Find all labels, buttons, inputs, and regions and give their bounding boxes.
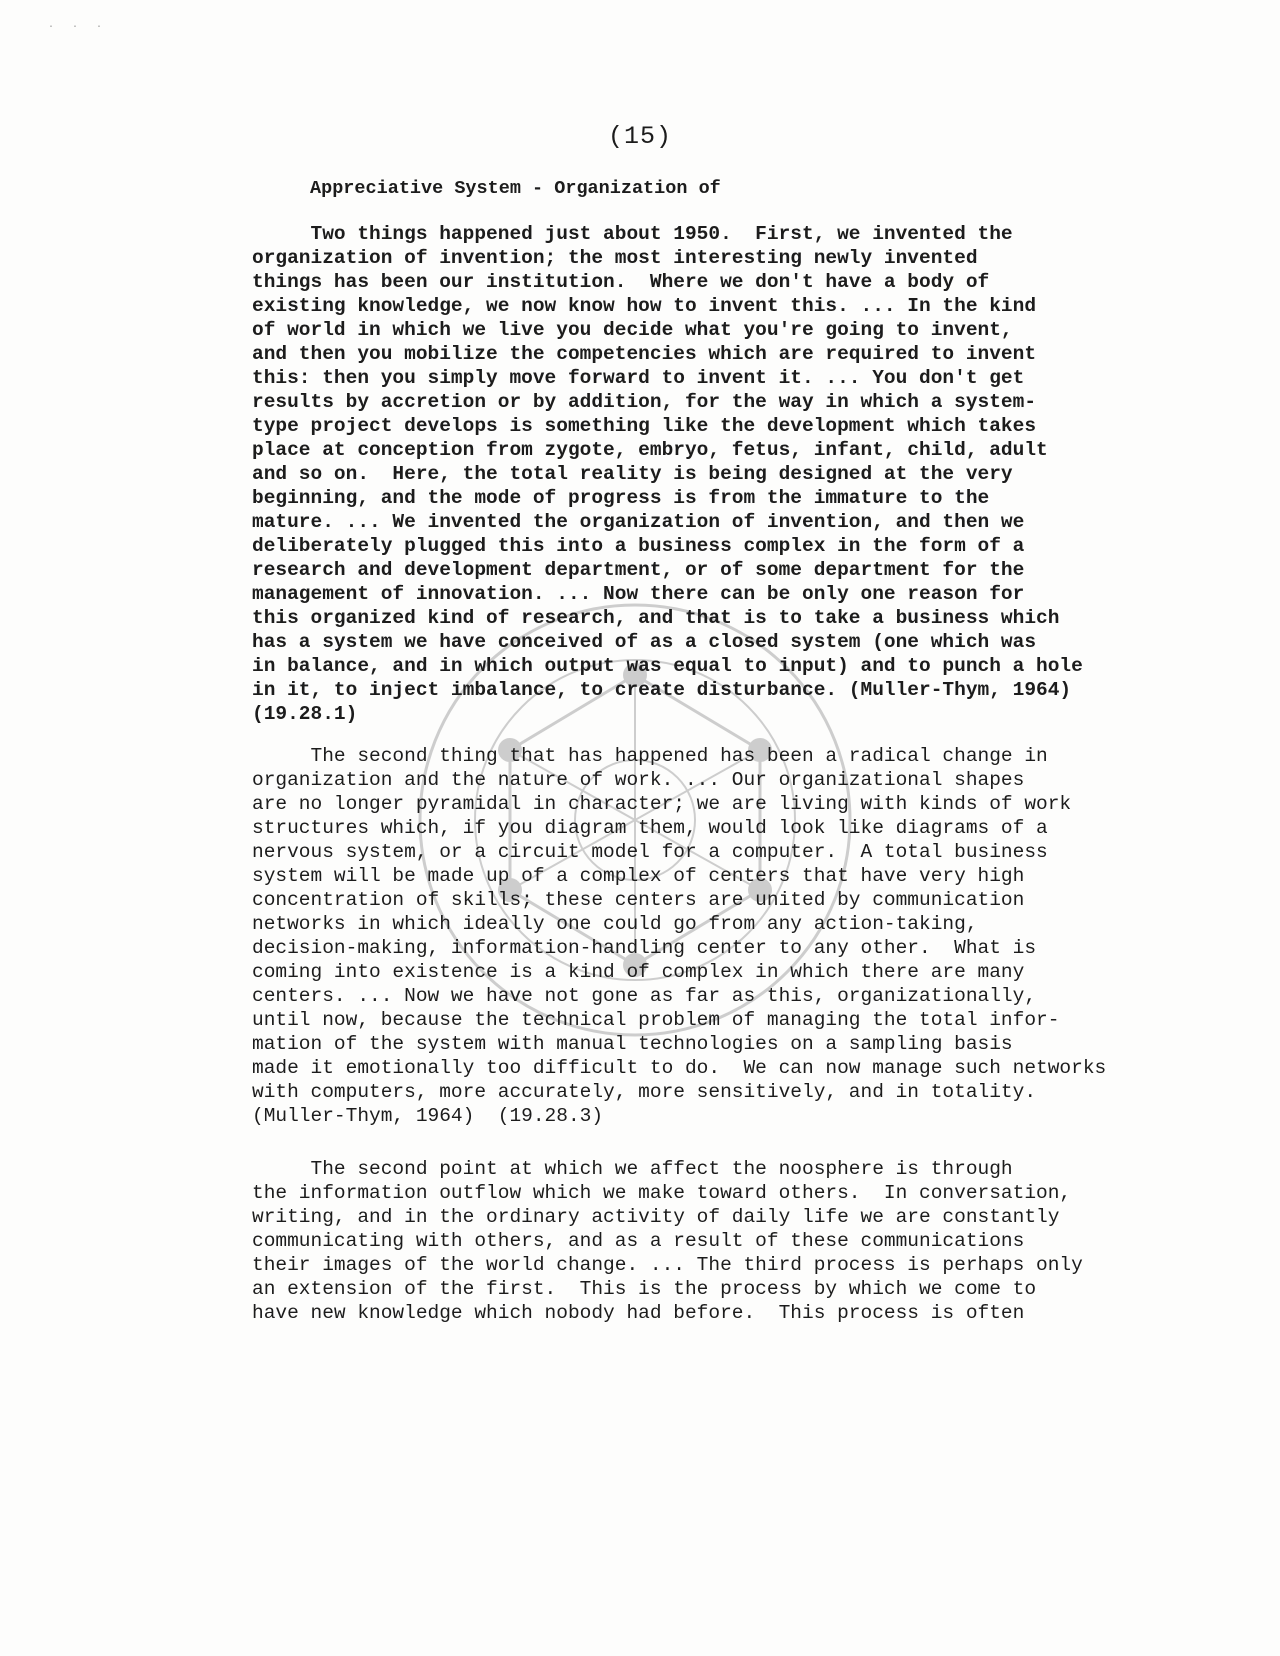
text-line: research and development department, or of some department for the — [252, 559, 1025, 581]
text-line: management of innovation. ... Now there can be only one reason for — [252, 583, 1025, 605]
text-line: mature. ... We invented the organization of invention, and then we — [252, 511, 1025, 533]
text-line: have new knowledge which nobody had before. This process is often — [252, 1302, 1025, 1324]
text-line: results by accretion or by addition, for the way in which a system- — [252, 391, 1037, 413]
text-line: and so on. Here, the total reality is being designed at the very — [252, 463, 1013, 485]
paragraph-2 — [252, 744, 1106, 1128]
text-line: in it, to inject imbalance, to create disturbance. (Muller-Thym, 1964) — [252, 679, 1072, 701]
text-line: communicating with others, and as a result of these communications — [252, 1230, 1025, 1252]
text-line: beginning, and the mode of progress is from the immature to the — [252, 487, 990, 509]
text-line: (Muller-Thym, 1964) (19.28.3) — [252, 1105, 604, 1127]
text-line: until now, because the technical problem of managing the total infor- — [252, 1009, 1060, 1031]
text-line: the information outflow which we make toward others. In conversation, — [252, 1182, 1072, 1204]
text-line: organization and the nature of work. ... Our organizational shapes — [252, 769, 1025, 791]
text-line: (19.28.1) — [252, 703, 358, 725]
text-line: concentration of skills; these centers are united by communication — [252, 889, 1025, 911]
text-line: organization of invention; the most interesting newly invented — [252, 247, 978, 269]
text-line: The second thing that has happened has been a radical change in — [252, 745, 1048, 767]
text-line: with computers, more accurately, more sensitively, and in totality. — [252, 1081, 1037, 1103]
text-line: of world in which we live you decide what you're going to invent, — [252, 319, 1013, 341]
text-line: and then you mobilize the competencies which are required to invent — [252, 343, 1037, 365]
text-line: has a system we have conceived of as a closed system (one which was — [252, 631, 1037, 653]
text-line: this: then you simply move forward to invent it. ... You don't get — [252, 367, 1025, 389]
section-heading: Appreciative System - Organization of — [310, 178, 721, 199]
text-line: deliberately plugged this into a business complex in the form of a — [252, 535, 1025, 557]
text-line: in balance, and in which output was equal to input) and to punch a hole — [252, 655, 1083, 677]
text-line: this organized kind of research, and that is to take a business which — [252, 607, 1060, 629]
page-number: (15) — [607, 122, 672, 151]
text-line: existing knowledge, we now know how to invent this. ... In the kind — [252, 295, 1037, 317]
text-line: place at conception from zygote, embryo, fetus, infant, child, adult — [252, 439, 1048, 461]
text-line: type project develops is something like the development which takes — [252, 415, 1037, 437]
text-line: an extension of the first. This is the process by which we come to — [252, 1278, 1037, 1300]
text-line: The second point at which we affect the noosphere is through — [252, 1158, 1013, 1180]
text-line: mation of the system with manual technologies on a sampling basis — [252, 1033, 1013, 1055]
text-line: things has been our institution. Where we don't have a body of — [252, 271, 990, 293]
text-line: nervous system, or a circuit model for a computer. A total business — [252, 841, 1048, 863]
text-line: decision-making, information-handling center to any other. What is — [252, 937, 1037, 959]
text-line: structures which, if you diagram them, would look like diagrams of a — [252, 817, 1048, 839]
text-line: centers. ... Now we have not gone as far as this, organizationally, — [252, 985, 1037, 1007]
text-line: coming into existence is a kind of complex in which there are many — [252, 961, 1025, 983]
paragraph-1 — [252, 222, 1083, 726]
paragraph-3 — [252, 1157, 1083, 1325]
scan-speckle: · · · — [48, 22, 109, 33]
text-line: made it emotionally too difficult to do. We can now manage such networks — [252, 1057, 1107, 1079]
text-line: their images of the world change. ... The third process is perhaps only — [252, 1254, 1083, 1276]
text-line: Two things happened just about 1950. First, we invented the — [252, 223, 1013, 245]
text-line: are no longer pyramidal in character; we are living with kinds of work — [252, 793, 1072, 815]
text-line: writing, and in the ordinary activity of daily life we are constantly — [252, 1206, 1060, 1228]
text-line: system will be made up of a complex of centers that have very high — [252, 865, 1025, 887]
text-line: networks in which ideally one could go from any action-taking, — [252, 913, 978, 935]
